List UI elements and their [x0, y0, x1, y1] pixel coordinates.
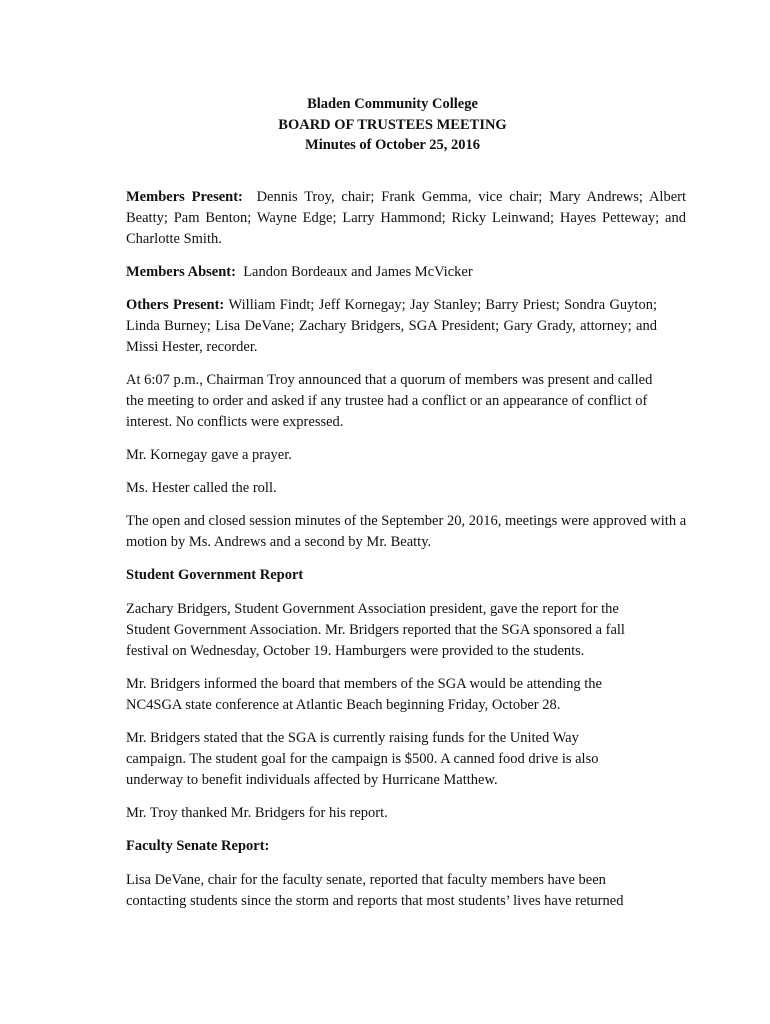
- members-absent-label: Members Absent:: [126, 264, 236, 280]
- meeting-title: BOARD OF TRUSTEES MEETING: [278, 116, 507, 133]
- minutes-approved-paragraph: The open and closed session minutes of the September 20, 2016, meetings were approved with a motion by Ms. Andrews and a second by Mr. Beatty.: [126, 513, 687, 550]
- minutes-date: Minutes of October 25, 2016: [305, 137, 480, 153]
- faculty-senate-paragraph-1: Lisa DeVane, chair for the faculty senate, reported that faculty members have been contacting students since the storm and reports that most students’ lives have returned: [126, 872, 624, 909]
- members-present-paragraph: [126, 187, 686, 250]
- members-absent-paragraph: [126, 262, 686, 283]
- call-to-order-paragraph: At 6:07 p.m., Chairman Troy announced that a quorum of members was present and called the meeting to order and asked if any trustee had a conflict or an appearance of conflict of interest. No conflicts were expressed.: [126, 372, 653, 430]
- others-present-paragraph: [126, 295, 657, 358]
- others-present-text: William Findt; Jeff Kornegay; Jay Stanley; Barry Priest; Sondra Guyton; Linda Burney; Lisa DeVane; Zachary Bridgers, SGA President; Gary Grady, attorney; and Missi Hester, recorder.: [126, 297, 657, 355]
- sga-paragraph-4: Mr. Troy thanked Mr. Bridgers for his report.: [126, 805, 388, 821]
- document-header: [0, 94, 770, 156]
- members-present-text: Dennis Troy, chair; Frank Gemma, vice chair; Mary Andrews; Albert Beatty; Pam Benton; Wayne Edge; Larry Hammond; Ricky Leinwand; Hayes Petteway; and Charlotte Smith.: [126, 189, 686, 247]
- document-body: [126, 187, 686, 924]
- college-name: Bladen Community College: [307, 96, 478, 112]
- roll-paragraph: Ms. Hester called the roll.: [126, 480, 277, 496]
- others-present-label: Others Present:: [126, 297, 225, 313]
- sga-paragraph-1: Zachary Bridgers, Student Government Association president, gave the report for the Student Government Association. Mr. Bridgers reported that the SGA sponsored a fall festival on Wednesday, October 19. Hamburgers were provided to the students.: [126, 601, 625, 659]
- members-present-label: Members Present:: [126, 189, 243, 205]
- sga-paragraph-3: Mr. Bridgers stated that the SGA is currently raising funds for the United Way campaign. The student goal for the campaign is $500. A canned food drive is also underway to benefit individuals affected by Hurricane Matthew.: [126, 730, 599, 788]
- sga-paragraph-2: Mr. Bridgers informed the board that members of the SGA would be attending the NC4SGA state conference at Atlantic Beach beginning Friday, October 28.: [126, 676, 602, 713]
- prayer-paragraph: Mr. Kornegay gave a prayer.: [126, 447, 292, 463]
- faculty-senate-heading: Faculty Senate Report:: [126, 838, 270, 854]
- student-government-heading: Student Government Report: [126, 567, 304, 583]
- members-absent-text: Landon Bordeaux and James McVicker: [243, 264, 473, 280]
